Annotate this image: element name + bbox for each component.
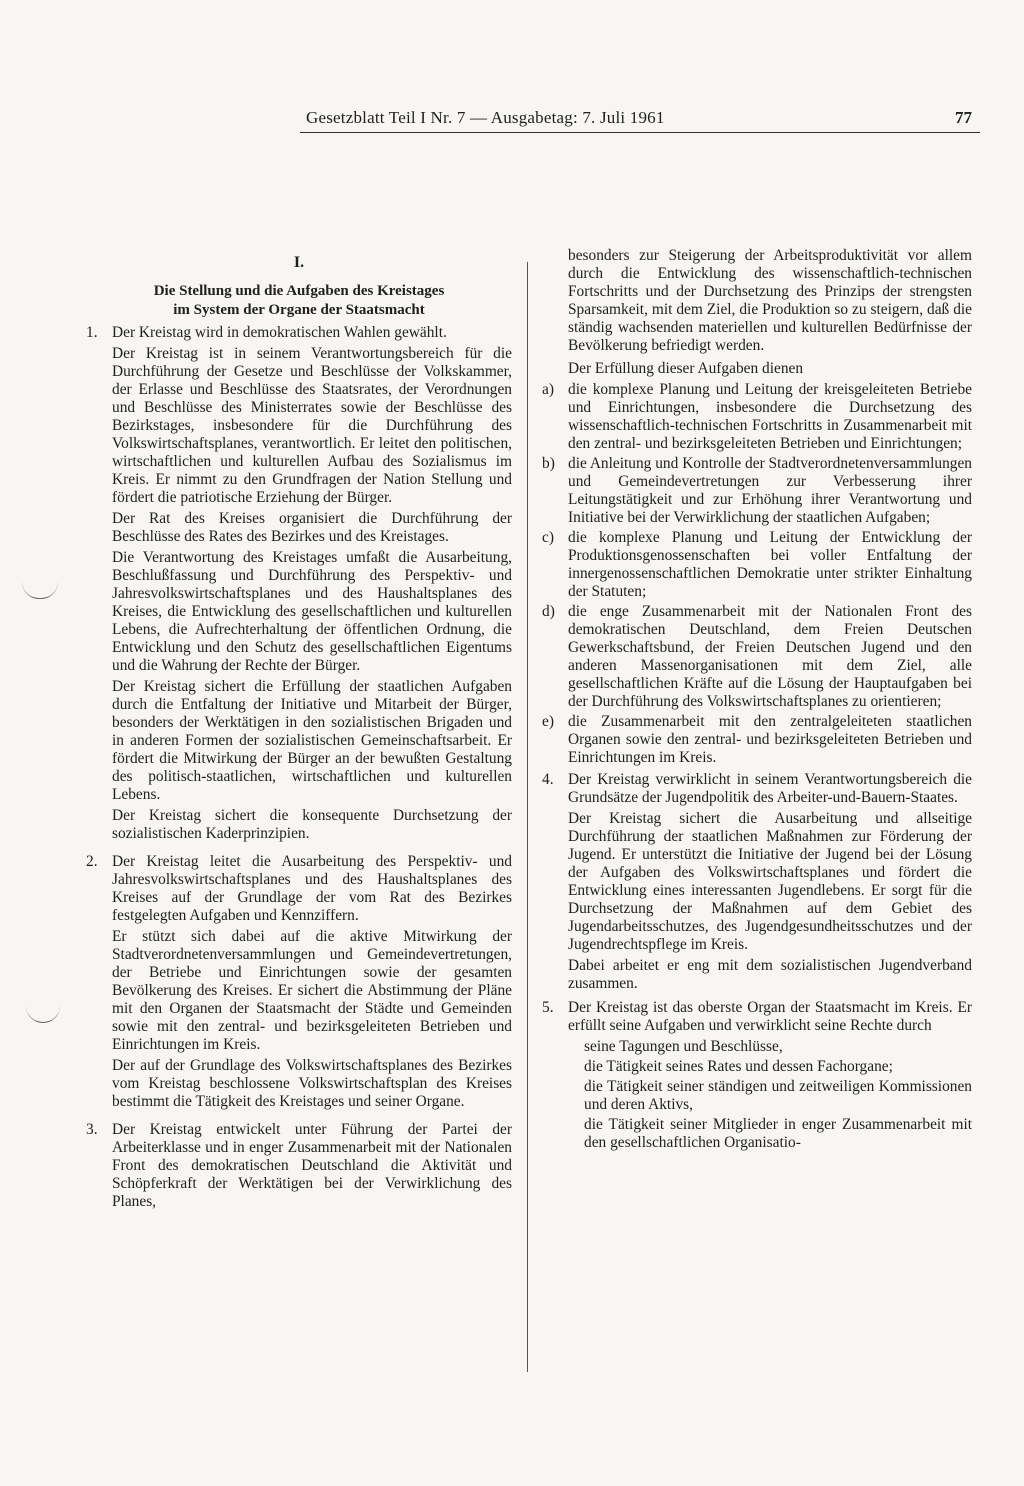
item-label: 2. [86,853,98,870]
list-line: die Tätigkeit seiner Mitglieder in enger Zusammenarbeit mit den gesellschaftlichen Organisatio- [584,1116,972,1151]
header-rule [300,132,980,133]
paragraph: Der Kreistag verwirklicht in seinem Verantwortungsbereich die Grundsätze der Jugendpolitik des Arbeiter-und-Bauern-Staates. [568,771,972,806]
sub-item-d [542,603,972,711]
sub-item-c [542,529,972,601]
numbered-item-1 [86,324,512,843]
sub-item-text: die Anleitung und Kontrolle der Stadtverordnetenversammlungen und Gemeindevertretungen zur Verbesserung ihrer Leitungstätigkeit und zur Erhöhung ihrer Verantwortung und Initiative bei der Verwirklichung der staatlichen Aufgaben; [568,455,972,526]
sub-item-text: die komplexe Planung und Leitung der Entwicklung der Produktionsgenossenschaften bei voller Entfaltung der innergenossenschaftlichen Demokratie unter strikter Einhaltung der Statuten; [568,529,972,600]
column-divider [527,262,528,1372]
sub-item-text: die enge Zusammenarbeit mit der Nationalen Front des demokratischen Deutschland, dem Freien Deutschen Gewerkschaftsbund, der Freien Deutschen Jugend und den anderen Massenorganisationen mit dem Ziel, alle gesellschaftlichen Kräfte auf die Lösung der Hauptaufgaben bei der Durchführung des Volkswirtschaftsplanes zu orientieren; [568,603,972,710]
intro-line: Der Erfüllung dieser Aufgaben dienen [568,360,804,377]
list-line: die Tätigkeit seines Rates und dessen Fachorgane; [584,1058,893,1075]
sub-item-text: die Zusammenarbeit mit den zentralgeleiteten staatlichen Organen sowie den zentral- und bezirksgeleiteten Betrieben und Einrichtungen im Kreis. [568,713,972,766]
paragraph: Der Kreistag leitet die Ausarbeitung des Perspektiv- und Jahresvolkswirtschaftsplanes und des Haushaltsplanes des Kreises auf der Grundlage der vom Rat des Bezirkes festgelegten Aufgaben und Kennziffern. [112,853,512,924]
paragraph: Der Kreistag ist das oberste Organ der Staatsmacht im Kreis. Er erfüllt seine Aufgaben und verwirklicht seine Rechte durch [568,999,972,1034]
item-label: 3. [86,1121,98,1138]
right-column [542,247,972,1155]
margin-mark [26,1004,60,1023]
sub-item-b [542,455,972,527]
sub-item-label: d) [542,603,555,620]
sub-item-label: c) [542,529,554,546]
numbered-item-3 [86,1121,512,1211]
section-title-line: im System der Organe der Staatsmacht [173,302,425,318]
sub-item-a [542,381,972,453]
section-number: I. [293,254,305,271]
list-line: seine Tagungen und Beschlüsse, [584,1038,783,1055]
section-title [86,282,512,320]
item-label: 4. [542,771,554,788]
paragraph: Der auf der Grundlage des Volkswirtschaftsplanes des Bezirkes vom Kreistag beschlossene Volkswirtschaftsplan des Kreises bestimmt die Tätigkeit des Kreistages und seiner Organe. [112,1057,512,1110]
left-column [86,254,512,1214]
numbered-item-4 [542,771,972,993]
paragraph: Der Rat des Kreises organisiert die Durchführung der Beschlüsse des Rates des Bezirkes und des Kreistages. [112,510,512,545]
sub-item-label: a) [542,381,554,398]
paragraph: Er stützt sich dabei auf die aktive Mitwirkung der Stadtverordnetenversammlungen und Gemeindevertretungen, der Betriebe und Einrichtungen sowie der gesamten Bevölkerung des Kreises. Er sichert die Abstimmung der Pläne mit den Organen der Staatsmacht der Städte und Gemeinden sowie mit den zentral- und bezirksgeleiteten Betrieben und Einrichtungen im Kreis. [112,928,512,1053]
paragraph: Der Kreistag ist in seinem Verantwortungsbereich für die Durchführung der Gesetze und Beschlüsse der Volkskammer, der Erlasse und Beschlüsse des Staatsrates, der Verordnungen und Beschlüsse des Ministerrates sowie der Beschlüsse des Bezirkstages, insbesondere für die Durchführung des Volkswirtschaftsplanes, verantwortlich. Er leitet den politischen, wirtschaftlichen und kulturellen Aufbau des Sozialismus im Kreis. Er nimmt zu den Grundfragen der Nation Stellung und fördert die patriotische Erziehung der Bürger. [112,345,512,506]
item-label: 5. [542,999,554,1016]
section-title-line: Die Stellung und die Aufgaben des Kreistages [153,283,445,299]
paragraph: Dabei arbeitet er eng mit dem sozialistischen Jugendverband zusammen. [568,957,972,992]
paragraph: Der Kreistag sichert die Erfüllung der staatlichen Aufgaben durch die Entfaltung der Initiative und Mitarbeit der Bürger, besonders der Werktätigen in den sozialistischen Brigaden und in anderen Formen der sozialistischen Gemeinschaftsarbeit. Er fördert die Mitwirkung der Bürger an der bewußten Gestaltung des politisch-staatlichen, wirtschaftlichen und kulturellen Lebens. [112,678,512,803]
paragraph: Der Kreistag sichert die Ausarbeitung und allseitige Durchführung der staatlichen Maßnahmen zur Förderung der Jugend. Er unterstützt die Initiative der Jugend bei der Lösung der Aufgaben des Volkswirtschaftsplanes und fördert die Entwicklung eines interessanten Jugendlebens. Er sorgt für die Durchsetzung der Maßnahmen auf dem Gebiet des Jugendarbeitsschutzes, des Jugendgesundheitsschutzes und der Jugendrechtspflege im Kreis. [568,810,972,953]
continuation-paragraph: besonders zur Steigerung der Arbeitsproduktivität vor allem durch die Entwicklung des wissenschaftlich-technischen Fortschritts und der Durchsetzung des Prinzips der strengsten Sparsamkeit, mit dem Ziel, die Produktion so zu steigern, daß die ständig wachsenden materiellen und kulturellen Bedürfnisse der Bevölkerung befriedigt werden. [568,247,972,354]
numbered-item-5 [542,999,972,1152]
paragraph: Der Kreistag sichert die konsequente Durchsetzung der sozialistischen Kaderprinzipien. [112,807,512,842]
paragraph: Der Kreistag entwickelt unter Führung der Partei der Arbeiterklasse und in enger Zusammenarbeit mit der Nationalen Front des demokratischen Deutschland die Aktivität und Schöpferkraft der Werktätigen bei der Verwirklichung des Planes, [112,1121,512,1210]
header-title: Gesetzblatt Teil I Nr. 7 — Ausgabetag: 7. Juli 1961 [306,108,665,127]
page-number: 77 [955,108,972,127]
paragraph: Die Verantwortung des Kreistages umfaßt die Ausarbeitung, Beschlußfassung und Durchführung des Perspektiv- und Jahresvolkswirtschaftsplanes und des Haushaltsplanes des Kreises, die Entwicklung des gesellschaftlichen und kulturellen Lebens, die Aufrechterhaltung der öffentlichen Ordnung, die Entwicklung und den Schutz des gesellschaftlichen Eigentums und die Wahrung der Rechte der Bürger. [112,549,512,674]
sub-item-text: die komplexe Planung und Leitung der kreisgeleiteten Betriebe und Einrichtungen, insbesondere die Durchsetzung des wissenschaftlich-technischen Fortschritts in Zusammenarbeit mit den zentral- und bezirksgeleiteten Betrieben und Einrichtungen; [568,381,972,452]
paragraph: Der Kreistag wird in demokratischen Wahlen gewählt. [112,324,447,341]
sub-item-e [542,713,972,767]
sub-item-label: e) [542,713,554,730]
numbered-item-2 [86,853,512,1111]
sub-item-label: b) [542,455,555,472]
list-line: die Tätigkeit seiner ständigen und zeitweiligen Kommissionen und deren Aktivs, [584,1078,972,1113]
item-label: 1. [86,324,98,341]
page-header [300,108,980,132]
margin-mark [22,582,58,599]
